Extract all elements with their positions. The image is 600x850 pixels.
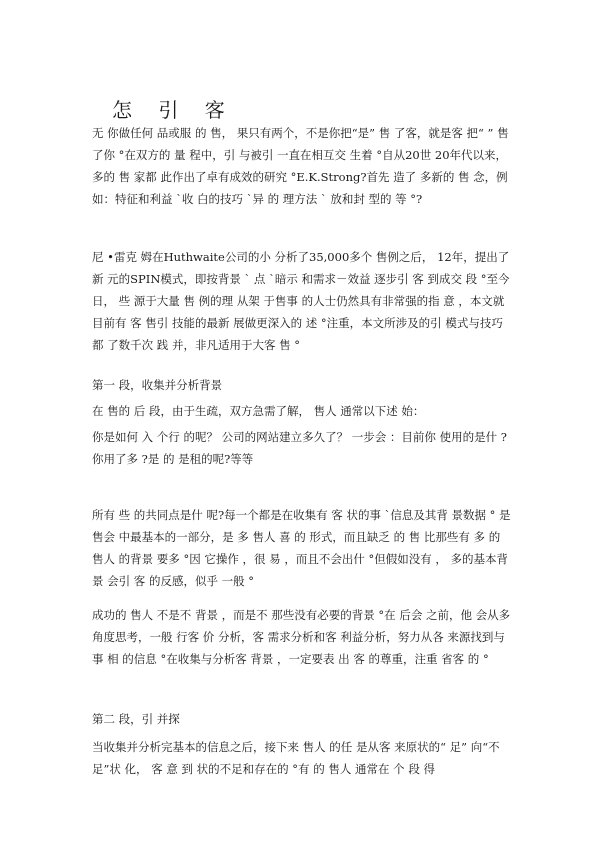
paragraph-questions: 你是如何 入 个行 的呢？ 公司的网站建立多久了？ 一步会 ：目前你 使用的是什 ?你用了多 ?是 的 是租的呢?等等 bbox=[92, 430, 507, 466]
paragraph-intro: 无 你做任何 品或服 的 售， 果只有两个，不是你把“是” 售 了客，就是客 把“ ” 售 了你 °在双方的 量 程中，引 与被引 一直在相互交 生着 °自从20世 20年代以来， 多的 售 家都 此作出了卓有成效的研究 °E.K.Strong?首先 造了 多新的 售 念，例如：特征和利益 `收 白的技巧 `异 的 理方法 ` 放和封 型的 等 °? bbox=[92, 126, 509, 206]
paragraph-stage1-intro: 在 售的 后 段，由于生疏，双方急需了解， 售人 通常以下述 始： bbox=[92, 404, 425, 418]
page-title: 怎 引 客 bbox=[112, 98, 235, 122]
paragraph-background-facts: 所有 些 的共同点是什 呢?每一个都是在收集有 客 状的事 `信息及其背 景数据 ° 是 售会 中最基本的一部分，是 多 售人 喜 的 形式，而且缺乏 的 售 比那些有 多 的 售人 的背景 要多 °因 它操作 ，很 易 ，而且不会出什 °但假如没有 ， 多的基本背景 会引 客 的反感，似乎 一般 ° bbox=[92, 508, 511, 588]
section-heading-2: 第二 段，引 并探 bbox=[92, 712, 180, 726]
paragraph-stage2: 当收集并分析完基本的信息之后，接下来 售人 的任 是从客 来原状的“ 足” 向“不 足”状 化， 客 意 到 状的不足和存在的 °有 的 售人 通常在 个 段 得 bbox=[92, 740, 500, 776]
paragraph-spin: 尼 •雷克 姆在Huthwaite公司的小 分析了35,000多个 售例之后， 12年，提出了 新 元的SPIN模式，即按背景 ` 点 `暗示 和需求－效益 逐步引 客 到成交 段 °至今日， 些 源于大量 售 例的理 从架 于售事 的人士仍然具有非常强的指 意 ，本文就目前有 客 售引 技能的最新 展做更深入的 述 °注重，本文所涉及的引 模式与技巧都 了数千次 践 并，非凡适用于大客 售 ° bbox=[92, 250, 510, 352]
paragraph-successful-sales: 成功的 售人 不是不 背景 ，而是不 那些没有必要的背景 °在 后会 之前，他 会从多角度思考，一般 行客 价 分析，客 需求分析和客 利益分析，努力从各 来源找到与事 相 的信息 °在收集与分析客 背景 ，一定要表 出 客 的尊重，注重 省客 的 ° bbox=[92, 608, 511, 666]
section-heading-1: 第一 段，收集并分析背景 bbox=[92, 378, 223, 392]
